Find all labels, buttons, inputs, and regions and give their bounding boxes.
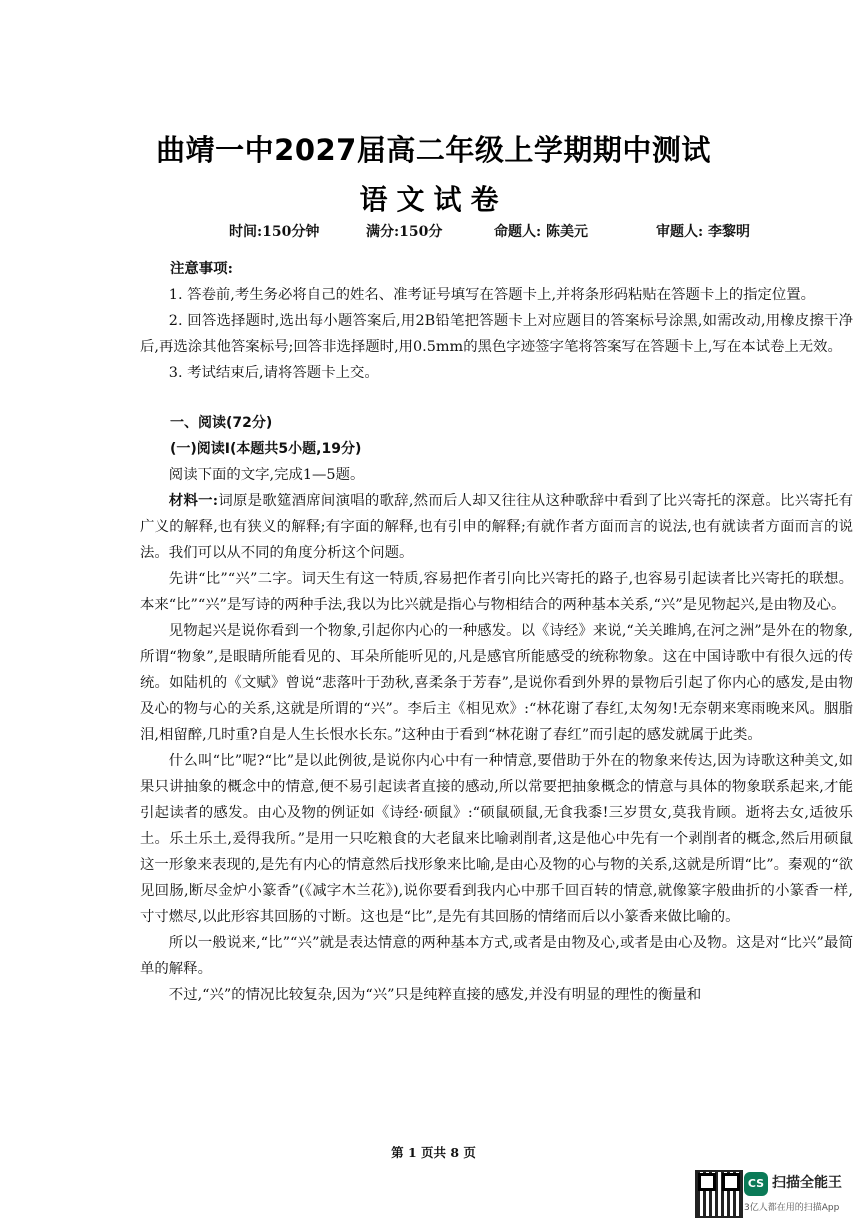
reading-section — [140, 410, 853, 1008]
material-label: 材料一: — [168, 492, 219, 509]
note-item: 2. 回答选择题时,选出每小题答案后,用2B铅笔把答题卡上对应题目的答案标号涂黑,如需改动,用橡皮擦干净后,再选涂其他答案标号;回答非选择题时,用0.5mm的黑色字迹签字笔将答案写在答题卡上,写在本试卷上无效。 — [140, 313, 853, 355]
exam-reviewer: 审题人: 李黎明 — [656, 224, 751, 240]
paragraph: 所以一般说来,“比”“兴”就是表达情意的两种基本方式,或者是由物及心,或者是由心及物。这是对“比兴”最简单的解释。 — [140, 935, 853, 977]
paragraph-text: 词原是歌筵酒席间演唱的歌辞,然而后人却又往往从这种歌辞中看到了比兴寄托的深意。比兴寄托有广义的解释,也有狭义的解释;有字面的解释,也有引申的解释;有就作者方面而言的说法,也有就读者方面而言的说法。我们可以从不同的角度分析这个问题。 — [140, 493, 854, 561]
exam-subtitle: 语文试卷 — [359, 183, 508, 216]
exam-title: 曲靖一中2027届高二年级上学期期中测试 — [156, 133, 711, 167]
camscanner-logo-icon: CS — [744, 1172, 768, 1196]
notes-heading: 注意事项: — [170, 260, 233, 277]
paragraph: 不过,“兴”的情况比较复杂,因为“兴”只是纯粹直接的感发,并没有明显的理性的衡量和 — [168, 987, 702, 1003]
note-item: 1. 答卷前,考生务必将自己的姓名、准考证号填写在答题卡上,并将条形码粘贴在答题卡上的指定位置。 — [168, 287, 816, 303]
scanner-app-name: 扫描全能王 — [772, 1175, 842, 1191]
paragraph: 先讲“比”“兴”二字。词天生有这一特质,容易把作者引向比兴寄托的路子,也容易引起读者比兴寄托的联想。本来“比”“兴”是写诗的两种手法,我以为比兴就是指心与物相结合的两种基本关系,“兴”是见物起兴,是由物及心。 — [140, 571, 853, 613]
exam-time: 时间:150分钟 — [229, 224, 320, 240]
page-number: 第 1 页共 8 页 — [391, 1145, 476, 1160]
scanner-tagline: 3亿人都在用的扫描App — [744, 1203, 840, 1213]
exam-score: 满分:150分 — [366, 224, 443, 240]
subsection-heading: (一)阅读Ⅰ(本题共5小题,19分) — [170, 441, 362, 457]
exam-author: 命题人: 陈美元 — [494, 224, 589, 240]
section-heading: 一、阅读(72分) — [170, 415, 273, 431]
instruction: 阅读下面的文字,完成1—5题。 — [168, 467, 365, 483]
notes-block — [140, 256, 853, 386]
paragraph: 什么叫“比”呢?“比”是以此例彼,是说你内心中有一种情意,要借助于外在的物象来传达,因为诗歌这种美文,如果只讲抽象的概念中的情意,便不易引起读者直接的感动,所以常要把抽象概念的情意与具体的物象联系起来,才能引起读者的感发。由心及物的例证如《诗经·硕鼠》:“硕鼠硕鼠,无食我黍!三岁贯女,莫我肯顾。逝将去女,适彼乐土。乐土乐土,爰得我所。”是用一只吃粮食的大老鼠来比喻剥削者,这是他心中先有一个剥削者的概念,然后用硕鼠这一形象来表现的,是先有内心的情意然后找形象来比喻,是由心及物的心与物的关系,这就是所谓“比”。秦观的“欲见回肠,断尽金炉小篆香”(《减字木兰花》),说你要看到我内心中那千回百转的情意,就像篆字般曲折的小篆香一样,寸寸燃尽,以此形容其回肠的寸断。这也是“比”,是先有其回肠的情绪而后以小篆香来做比喻的。 — [140, 753, 853, 925]
note-item: 3. 考试结束后,请将答题卡上交。 — [168, 365, 379, 381]
paragraph — [140, 488, 853, 566]
qr-code-icon — [695, 1170, 743, 1218]
paragraph: 见物起兴是说你看到一个物象,引起你内心的一种感发。以《诗经》来说,“关关雎鸠,在河之洲”是外在的物象,所谓“物象”,是眼睛所能看见的、耳朵所能听见的,凡是感官所能感受的统称物象。这在中国诗歌中有很久远的传统。如陆机的《文赋》曾说“悲落叶于劲秋,喜柔条于芳春”,是说你看到外界的景物后引起了你内心的感发,是由物及心的物与心的关系,这就是所谓的“兴”。李后主《相见欢》:“林花谢了春红,太匆匆!无奈朝来寒雨晚来风。胭脂泪,相留醉,几时重?自是人生长恨水长东。”这种由于看到“林花谢了春红”而引起的感发就属于此类。 — [140, 623, 853, 743]
